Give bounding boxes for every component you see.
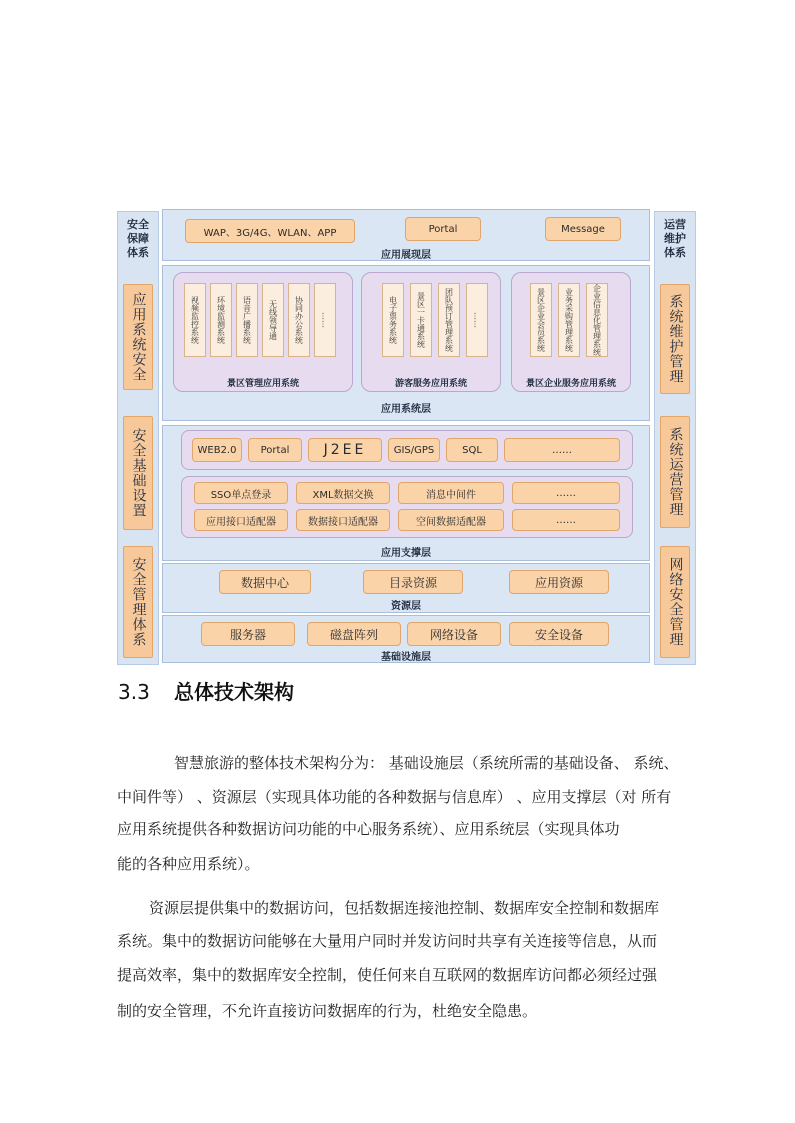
support-item: SSO单点登录 <box>194 482 288 504</box>
app-group <box>173 272 353 392</box>
resource-item: 数据中心 <box>219 570 311 594</box>
app-item: 无线领导通 <box>262 283 284 357</box>
security-item: 安全基础设置 <box>123 416 153 530</box>
support-item: Portal <box>248 438 302 462</box>
paragraph-line: 智慧旅游的整体技术架构分为： 基础设施层（系统所需的基础设备、 系统、 <box>174 754 679 772</box>
app-item: 环境监测系统 <box>210 283 232 357</box>
paragraph-line: 提高效率，集中的数据库安全控制，使任何来自互联网的数据库访问都必须经过强 <box>117 966 658 984</box>
app-group-label: 景区管理应用系统 <box>226 379 299 389</box>
support-layer <box>162 425 650 561</box>
support-item: …… <box>512 509 620 531</box>
application-layer <box>162 265 650 421</box>
resource-layer-label: 资源层 <box>391 601 421 612</box>
operations-item: 网络安全管理 <box>660 546 690 658</box>
support-band <box>181 476 633 538</box>
infrastructure-layer <box>162 615 650 663</box>
section-number: 3.3 <box>118 680 150 704</box>
infrastructure-item: 服务器 <box>201 622 295 646</box>
app-group <box>361 272 501 392</box>
presentation-item: WAP、3G/4G、WLAN、APP <box>185 219 355 243</box>
operations-item: 系统维护管理 <box>660 284 690 394</box>
support-item: …… <box>512 482 620 504</box>
security-column <box>117 211 159 665</box>
security-column-title: 安全保障体系 <box>127 218 149 259</box>
presentation-layer-label: 应用展现层 <box>381 250 431 261</box>
infrastructure-layer-label: 基础设施层 <box>381 652 431 663</box>
support-item: SQL <box>446 438 498 462</box>
resource-layer <box>162 563 650 613</box>
app-item: …… <box>466 283 488 357</box>
resource-item: 应用资源 <box>509 570 609 594</box>
infrastructure-item: 网络设备 <box>407 622 501 646</box>
app-item: 景区一卡通系统 <box>410 283 432 357</box>
paragraph-line: 资源层提供集中的数据访问，包括数据连接池控制、数据库安全控制和数据库 <box>149 899 660 917</box>
support-item: 消息中间件 <box>398 482 504 504</box>
app-item: 语音广播系统 <box>236 283 258 357</box>
infrastructure-item: 磁盘阵列 <box>307 622 401 646</box>
app-group-label: 景区企业服务应用系统 <box>525 379 616 389</box>
operations-column <box>654 211 696 665</box>
operations-column-title: 运营维护体系 <box>664 218 686 259</box>
presentation-item: Message <box>545 217 621 241</box>
support-item: 数据接口适配器 <box>296 509 390 531</box>
presentation-layer <box>162 209 650 261</box>
resource-item: 目录资源 <box>363 570 463 594</box>
operations-item: 系统运营管理 <box>660 416 690 528</box>
section-title: 总体技术架构 <box>174 680 294 704</box>
app-group <box>511 272 631 392</box>
app-item: 团队预订管理系统 <box>438 283 460 357</box>
infrastructure-item: 安全设备 <box>509 622 609 646</box>
support-item: GIS/GPS <box>388 438 440 462</box>
app-group-label: 游客服务应用系统 <box>394 379 467 389</box>
support-layer-label: 应用支撑层 <box>381 548 431 559</box>
app-item: 企业信息化管理系统 <box>586 283 608 357</box>
support-item: 空间数据适配器 <box>398 509 504 531</box>
paragraph-line: 应用系统提供各种数据访问功能的中心服务系统）、应用系统层（实现具体功 <box>117 820 620 838</box>
app-item: …… <box>314 283 336 357</box>
app-item: 视频监控系统 <box>184 283 206 357</box>
app-item: 协同办公系统 <box>288 283 310 357</box>
app-item: 景区企业会员系统 <box>530 283 552 357</box>
section-heading <box>118 676 294 705</box>
presentation-item: Portal <box>405 217 481 241</box>
support-item: XML数据交换 <box>296 482 390 504</box>
paragraph-line: 制的安全管理，不允许直接访问数据库的行为，杜绝安全隐患。 <box>117 1002 538 1020</box>
security-item: 应用系统安全 <box>123 284 153 390</box>
support-band <box>181 430 633 470</box>
paragraph-line: 中间件等） 、资源层（实现具体功能的各种数据与信息库） 、应用支撑层（对 所有 <box>117 788 672 806</box>
app-item: 电子票务系统 <box>382 283 404 357</box>
support-item: 应用接口适配器 <box>194 509 288 531</box>
support-item: WEB2.0 <box>192 438 242 462</box>
paragraph-line: 系统。集中的数据访问能够在大量用户同时并发访问时共享有关连接等信息，从而 <box>117 932 658 950</box>
security-item: 安全管理体系 <box>123 546 153 658</box>
application-layer-label: 应用系统层 <box>381 404 431 415</box>
support-item: J2EE <box>308 438 382 462</box>
support-item: …… <box>504 438 620 462</box>
app-item: 业务采购管理系统 <box>558 283 580 357</box>
architecture-diagram <box>114 205 698 663</box>
paragraph-line: 能的各种应用系统）。 <box>117 855 260 873</box>
